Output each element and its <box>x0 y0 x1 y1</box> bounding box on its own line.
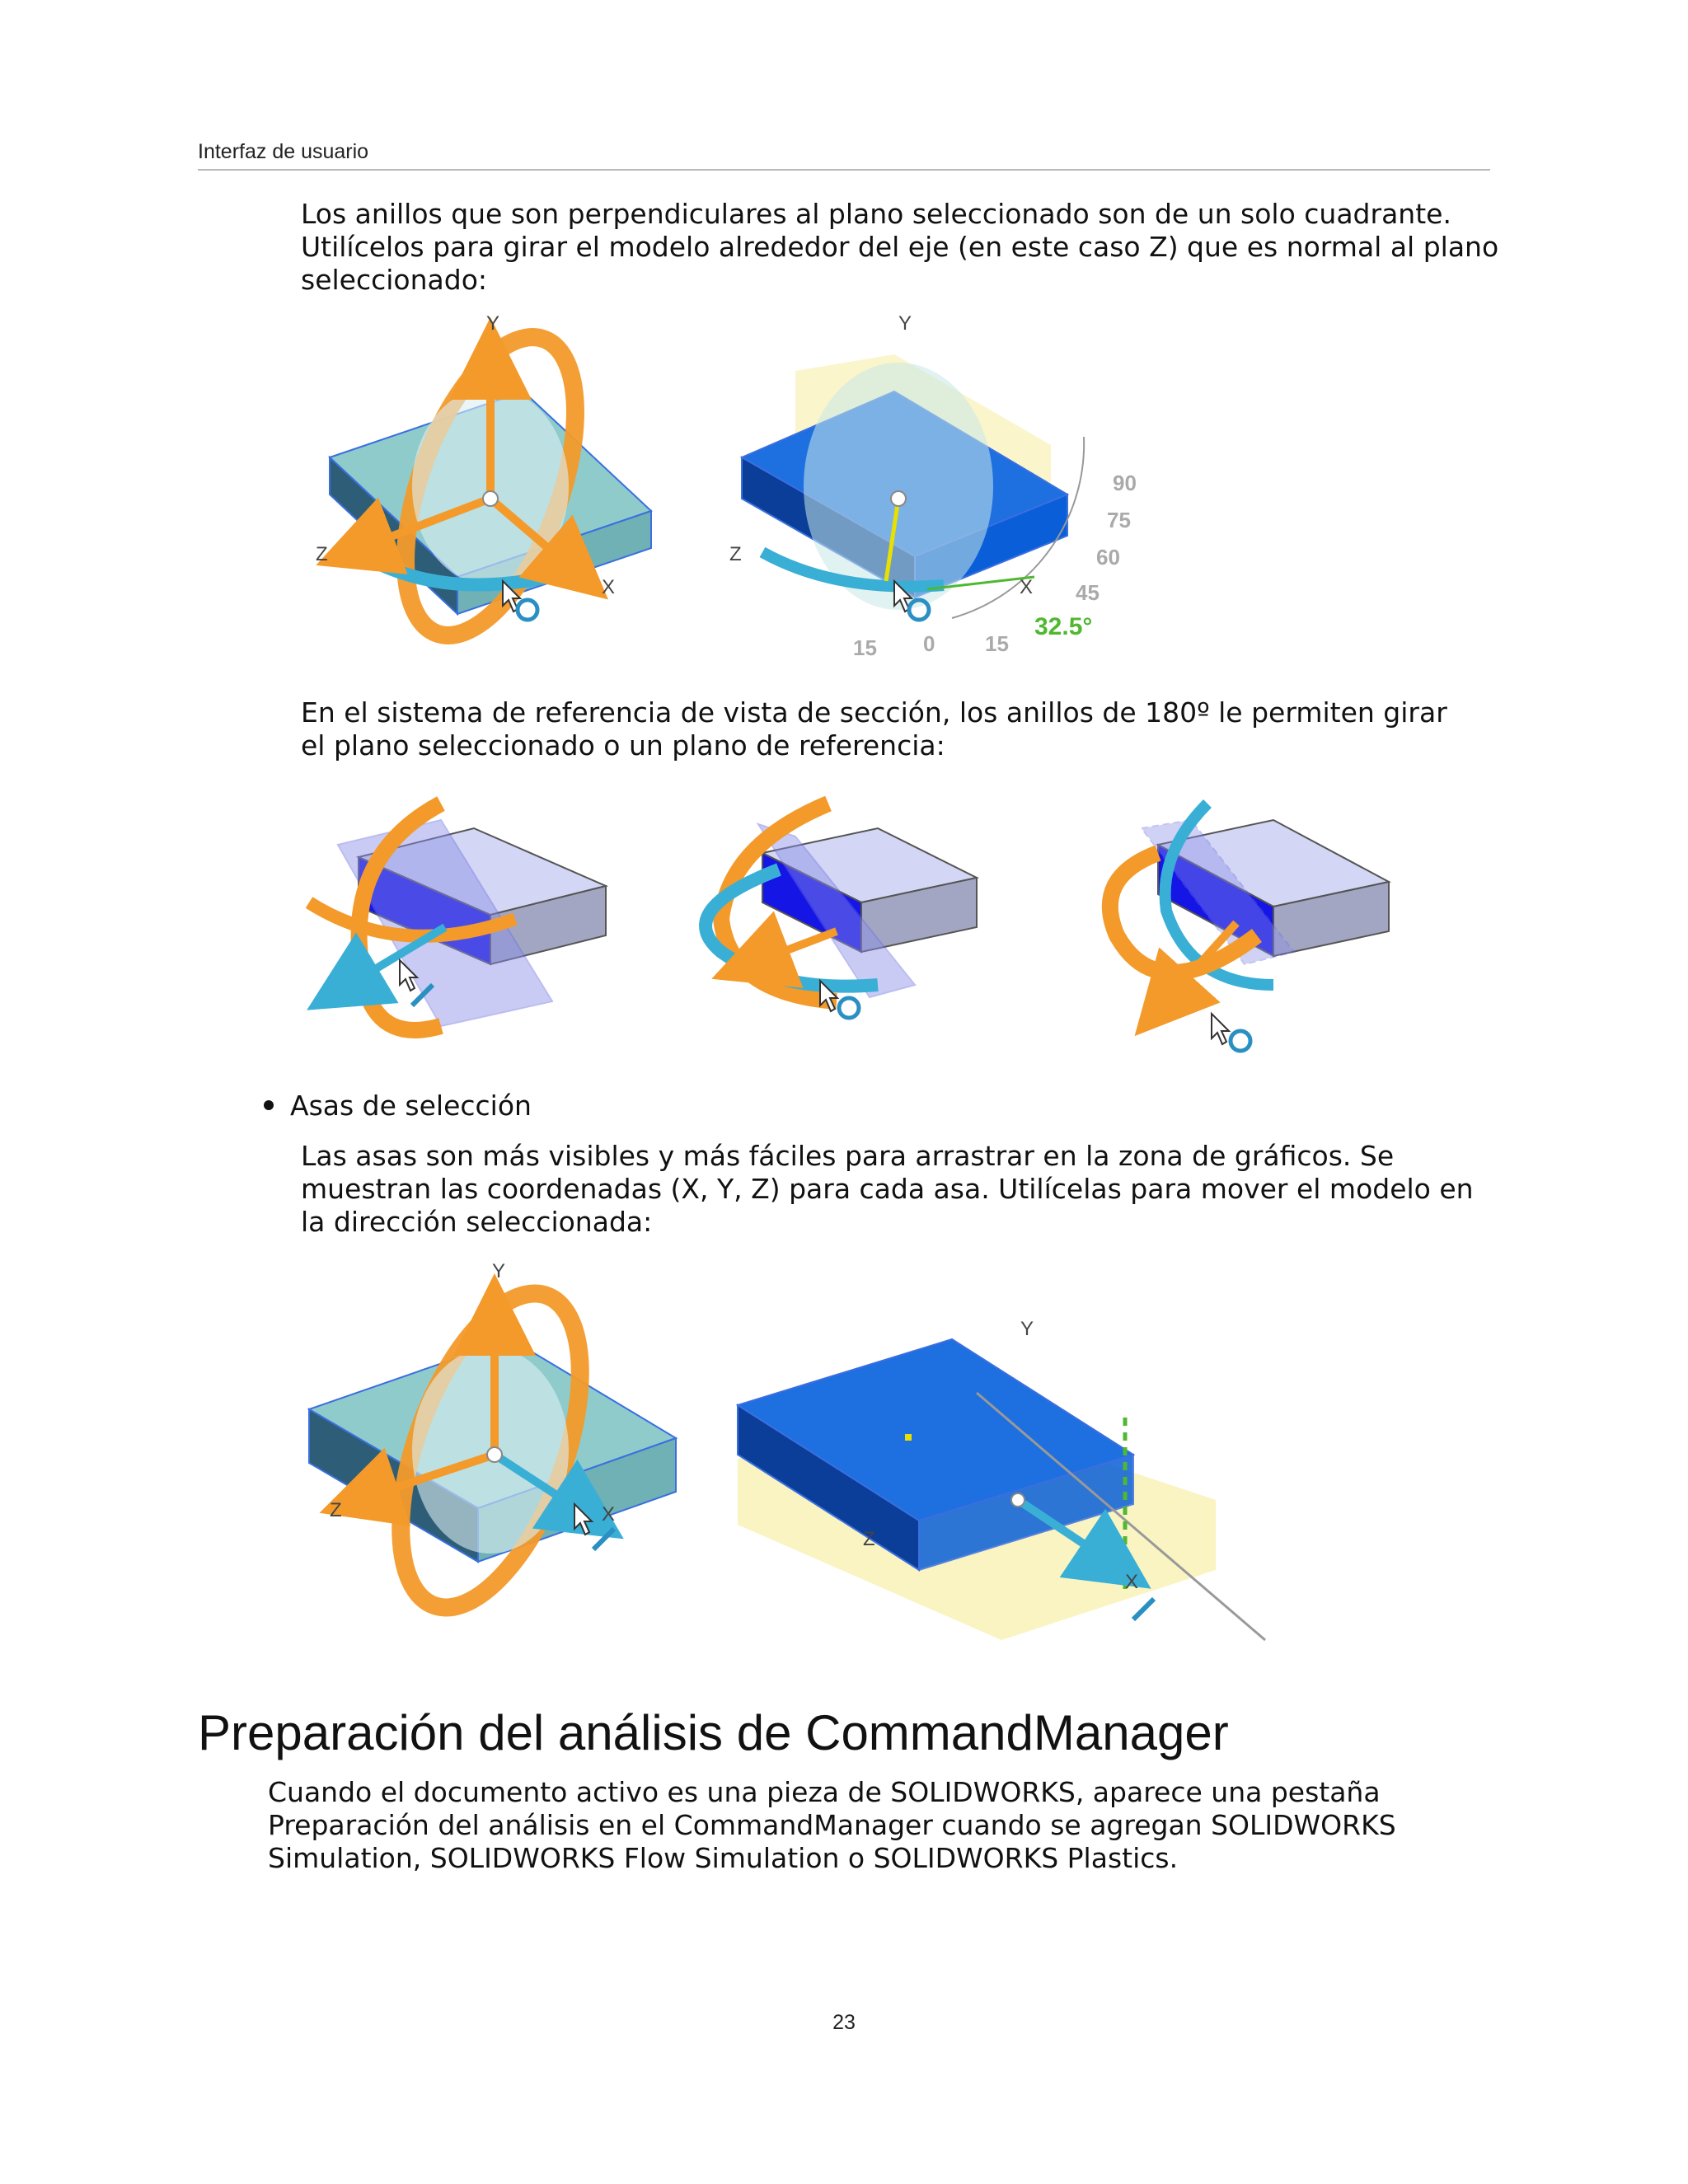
scale-label: 15 <box>853 635 877 660</box>
figure-rotation-rings <box>301 305 1207 676</box>
axis-label-y: Y <box>486 312 500 335</box>
bullet-label: Asas de selección <box>290 1090 532 1122</box>
axis-label-y: Y <box>898 312 912 335</box>
running-header: Interfaz de usuario <box>198 140 369 163</box>
rotation-model-left <box>316 312 651 658</box>
section-model-3 <box>1110 804 1389 1051</box>
text-line: seleccionado: <box>301 264 488 296</box>
rotation-model-right <box>729 312 1137 660</box>
section-model-2 <box>706 804 977 1018</box>
axis-label-z: Z <box>316 543 328 565</box>
text-line: Cuando el documento activo es una pieza de SOLIDWORKS, aparece una pestaña <box>268 1776 1381 1808</box>
section-body-paragraph <box>268 1776 1471 1875</box>
axis-label-x: X <box>602 1503 616 1526</box>
move-cursor-icon <box>1133 1599 1154 1619</box>
rotate-cursor-icon <box>1231 1031 1250 1051</box>
origin-dot <box>891 491 906 506</box>
axis-label-y: Y <box>1020 1318 1034 1340</box>
text-line: la dirección seleccionada: <box>301 1206 653 1238</box>
origin-dot <box>483 491 498 506</box>
scale-label: 60 <box>1096 545 1120 569</box>
axis-label-x: X <box>1125 1571 1139 1593</box>
text-line: Utilícelos para girar el modelo alrededor del eje (en este caso Z) que es normal al plano <box>301 231 1499 263</box>
axis-label-x: X <box>1020 576 1034 598</box>
text-line: Preparación del análisis en el CommandManager cuando se agregan SOLIDWORKS <box>268 1809 1396 1841</box>
scale-label: 0 <box>923 631 935 656</box>
text-line: muestran las coordenadas (X, Y, Z) para cada asa. Utilícelas para mover el modelo en <box>301 1173 1474 1205</box>
bullet-dot <box>264 1100 274 1110</box>
axis-label-y: Y <box>492 1260 506 1282</box>
page-number: 23 <box>832 2011 856 2034</box>
origin-dot <box>1011 1493 1025 1507</box>
axis-label-z: Z <box>729 543 742 565</box>
section-view-paragraph <box>301 696 1504 762</box>
text-line: Las asas son más visibles y más fáciles para arrastrar en la zona de gráficos. Se <box>301 1140 1395 1172</box>
normal-arrow <box>750 931 837 964</box>
rotate-cursor-icon <box>518 600 537 620</box>
move-cursor-icon <box>593 1529 614 1549</box>
origin-dot <box>487 1447 502 1462</box>
text-line: En el sistema de referencia de vista de sección, los anillos de 180º le permiten girar <box>301 696 1447 729</box>
section-model-1 <box>309 804 606 1030</box>
point-marker <box>905 1434 912 1441</box>
text-line: Simulation, SOLIDWORKS Flow Simulation o SOLIDWORKS Plastics. <box>268 1842 1179 1874</box>
scale-label: 90 <box>1113 471 1137 495</box>
scale-label: 75 <box>1107 508 1131 532</box>
axis-label-x: X <box>602 576 616 598</box>
section-heading: Preparación del análisis de CommandManager <box>198 1705 1229 1760</box>
rotate-cursor-icon <box>839 998 859 1018</box>
header-divider <box>198 169 1490 171</box>
bullet-item <box>264 1090 532 1122</box>
handles-model-left <box>309 1260 676 1631</box>
text-line: Los anillos que son perpendiculares al plano seleccionado son de un solo cuadrante. <box>301 198 1451 230</box>
handles-paragraph <box>301 1140 1504 1239</box>
figure-selection-handles <box>301 1253 1290 1665</box>
intro-paragraph <box>301 198 1504 297</box>
cursor-arrow-icon <box>1212 1014 1229 1044</box>
figure-section-rings <box>301 795 1405 1067</box>
scale-label: 15 <box>985 631 1009 656</box>
handles-model-right <box>738 1318 1265 1640</box>
text-line: el plano seleccionado o un plano de referencia: <box>301 729 945 762</box>
scale-label: 45 <box>1076 580 1100 605</box>
axis-label-z: Z <box>863 1528 875 1550</box>
axis-label-z: Z <box>330 1499 342 1521</box>
angle-readout: 32.5° <box>1034 613 1093 640</box>
